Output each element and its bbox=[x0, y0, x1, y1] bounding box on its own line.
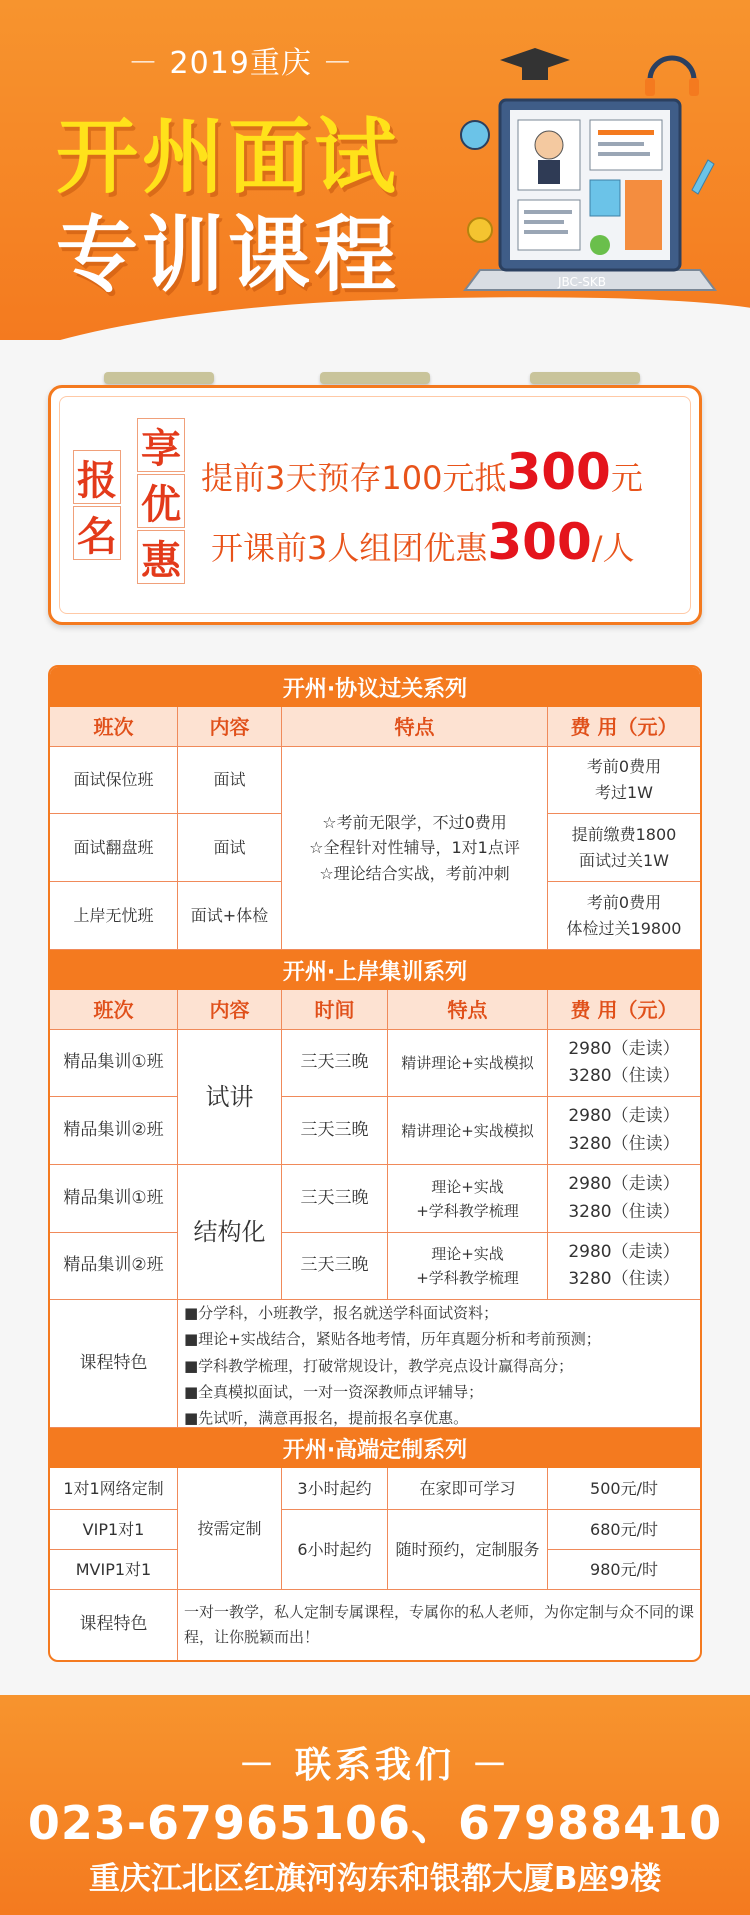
feature-line: ☆全程针对性辅导，1对1点评 bbox=[309, 838, 520, 858]
section2-features-label: 课程特色 bbox=[50, 1300, 178, 1428]
section3-time-a: 3小时起约 bbox=[282, 1468, 388, 1510]
section3-feature-a: 在家即可学习 bbox=[388, 1468, 548, 1510]
section3-row1-fee: 500元/时 bbox=[548, 1468, 700, 1510]
feature-bullet: ■全真模拟面试，一对一资深教师点评辅导； bbox=[184, 1382, 484, 1401]
feature-line: ☆理论结合实战，考前冲刺 bbox=[319, 863, 510, 883]
promo-card bbox=[48, 385, 702, 625]
promo-line-2-prefix: 开课前3人组团优惠 bbox=[211, 529, 488, 567]
feature-line: +学科教学梳理 bbox=[416, 1201, 519, 1220]
section2-row3-feature bbox=[388, 1165, 548, 1233]
promo-line-1-amount: 300 bbox=[506, 443, 611, 501]
feature-line: 理论+实战 bbox=[431, 1177, 504, 1196]
address: 重庆江北区红旗河沟东和银都大厦B座9楼 bbox=[88, 1861, 662, 1897]
section2-row2-class: 精品集训②班 bbox=[50, 1097, 178, 1165]
section2-row2-fee bbox=[548, 1097, 700, 1165]
promo-line-1-prefix: 提前3天预存100元抵 bbox=[201, 459, 507, 497]
phone-numbers[interactable]: 023-67965106、67988410 bbox=[27, 1796, 723, 1850]
footer bbox=[0, 1695, 750, 1915]
section1-title: 开州·协议过关系列 bbox=[50, 667, 700, 707]
section1-features bbox=[282, 747, 548, 950]
feature-bullet: ■分学科，小班教学，报名就送学科面试资料； bbox=[184, 1304, 499, 1322]
section2-row1-fee bbox=[548, 1030, 700, 1097]
header-banner bbox=[0, 0, 750, 340]
seal-char: 惠 bbox=[137, 530, 185, 584]
section1-row1-class: 面试保位班 bbox=[50, 747, 178, 814]
section1-header-content: 内容 bbox=[178, 707, 282, 747]
fee-line: 提前缴费1800 bbox=[571, 824, 677, 844]
section2-title: 开州·上岸集训系列 bbox=[50, 950, 700, 990]
promo-line-2-amount: 300 bbox=[487, 513, 592, 571]
section1-header-class: 班次 bbox=[50, 707, 178, 747]
fee-line: 3280（住读） bbox=[568, 1066, 680, 1086]
section2-row4-feature bbox=[388, 1233, 548, 1300]
feature-line: 理论+实战 bbox=[431, 1245, 504, 1263]
section2-row3-fee bbox=[548, 1165, 700, 1233]
section1-row3-class: 上岸无忧班 bbox=[50, 882, 178, 950]
section1-row2-fee bbox=[548, 814, 700, 882]
fee-line: 体检过关19800 bbox=[566, 918, 682, 938]
contact-heading: － 联系我们 － bbox=[238, 1745, 512, 1786]
fee-line: 2980（走读） bbox=[568, 1174, 680, 1195]
feature-bullet: ■学科教学梳理，打破常规设计，教学亮点设计赢得高分； bbox=[184, 1356, 574, 1375]
fee-line: 2980（走读） bbox=[568, 1038, 680, 1059]
seal-char: 享 bbox=[137, 418, 185, 472]
fee-line: 考前0费用 bbox=[586, 892, 662, 912]
feature-line: +学科教学梳理 bbox=[416, 1269, 519, 1287]
fee-line: 3280（住读） bbox=[568, 1133, 680, 1154]
seal-char: 报 bbox=[73, 450, 121, 504]
pin bbox=[530, 372, 640, 384]
fee-line: 考过1W bbox=[594, 783, 653, 802]
title-line-1: 开州面试 bbox=[56, 110, 401, 205]
section3-features-label: 课程特色 bbox=[50, 1590, 178, 1660]
section2-content-structured: 结构化 bbox=[178, 1165, 282, 1300]
fee-line: 2980（走读） bbox=[568, 1241, 680, 1262]
section3-title: 开州·高端定制系列 bbox=[50, 1428, 700, 1468]
feature-line: 精讲理论+实战模拟 bbox=[401, 1054, 534, 1072]
section1-header-fee: 费 用（元） bbox=[548, 707, 700, 747]
section3-content: 按需定制 bbox=[178, 1468, 282, 1590]
section2-content-trial: 试讲 bbox=[178, 1030, 282, 1165]
section2-row2-feature bbox=[388, 1097, 548, 1165]
section3-row3-fee: 980元/时 bbox=[548, 1550, 700, 1590]
education-illustration bbox=[460, 40, 720, 310]
section2-features-list bbox=[178, 1300, 700, 1428]
fee-line: 3280（住读） bbox=[568, 1201, 680, 1222]
section2-header-time: 时间 bbox=[282, 990, 388, 1030]
feature-bullet: ■理论+实战结合，紧贴各地考情，历年真题分析和考前预测； bbox=[184, 1330, 601, 1349]
promo-line-1-suffix: 元 bbox=[610, 459, 643, 497]
seal-char: 优 bbox=[137, 474, 185, 528]
section2-row3-time: 三天三晚 bbox=[282, 1165, 388, 1233]
section2-row1-time: 三天三晚 bbox=[282, 1030, 388, 1097]
section2-row1-class: 精品集训①班 bbox=[50, 1030, 178, 1097]
section2-row1-feature bbox=[388, 1030, 548, 1097]
section1-row3-fee bbox=[548, 882, 700, 950]
section1-row2-class: 面试翻盘班 bbox=[50, 814, 178, 882]
title-line-2: 专训课程 bbox=[56, 208, 401, 303]
fee-line: 2980（走读） bbox=[568, 1106, 680, 1127]
section3-row2-fee: 680元/时 bbox=[548, 1510, 700, 1550]
section2-row3-class: 精品集训①班 bbox=[50, 1165, 178, 1233]
promo-line-2 bbox=[211, 513, 635, 571]
section2-row4-time: 三天三晚 bbox=[282, 1233, 388, 1300]
fee-line: 3280（住读） bbox=[568, 1269, 680, 1289]
section2-row4-class: 精品集训②班 bbox=[50, 1233, 178, 1300]
section3-features-text: 一对一教学，私人定制专属课程，专属你的私人老师，为你定制与众不同的课程，让你脱颖而出！ bbox=[184, 1602, 695, 1646]
promo-line-2-suffix: /人 bbox=[591, 529, 635, 567]
section3-time-b: 6小时起约 bbox=[282, 1510, 388, 1590]
fee-line: 面试过关1W bbox=[578, 850, 669, 870]
fee-line: 考前0费用 bbox=[586, 757, 662, 777]
section1-row1-content: 面试 bbox=[178, 747, 282, 814]
section1-row1-fee bbox=[548, 747, 700, 814]
feature-line: 精讲理论+实战模拟 bbox=[401, 1121, 534, 1140]
section2-row2-time: 三天三晚 bbox=[282, 1097, 388, 1165]
section1-row2-content: 面试 bbox=[178, 814, 282, 882]
illustration-label: JBC-SKB bbox=[558, 275, 606, 289]
section2-header-features: 特点 bbox=[388, 990, 548, 1030]
section2-header-content: 内容 bbox=[178, 990, 282, 1030]
section1-row3-content: 面试+体检 bbox=[178, 882, 282, 950]
section2-header-class: 班次 bbox=[50, 990, 178, 1030]
section3-row1-class: 1对1网络定制 bbox=[50, 1468, 178, 1510]
section3-row2-class: VIP1对1 bbox=[50, 1510, 178, 1550]
feature-line: ☆考前无限学，不过0费用 bbox=[322, 812, 507, 832]
seal-char: 名 bbox=[73, 506, 121, 560]
section1-header-features: 特点 bbox=[282, 707, 548, 747]
year-line: － 2019重庆 － bbox=[128, 46, 354, 81]
feature-bullet: ■先试听，满意再报名，提前报名享优惠。 bbox=[184, 1409, 469, 1427]
section3-row3-class: MVIP1对1 bbox=[50, 1550, 178, 1590]
section2-header-fee: 费 用（元） bbox=[548, 990, 700, 1030]
section3-feature-b: 随时预约，定制服务 bbox=[388, 1510, 548, 1590]
promo-pins bbox=[0, 372, 750, 386]
promo-line-1 bbox=[201, 443, 643, 501]
pin bbox=[104, 372, 214, 384]
pin bbox=[320, 372, 430, 384]
section2-row4-fee bbox=[548, 1233, 700, 1300]
course-table bbox=[48, 665, 702, 1662]
